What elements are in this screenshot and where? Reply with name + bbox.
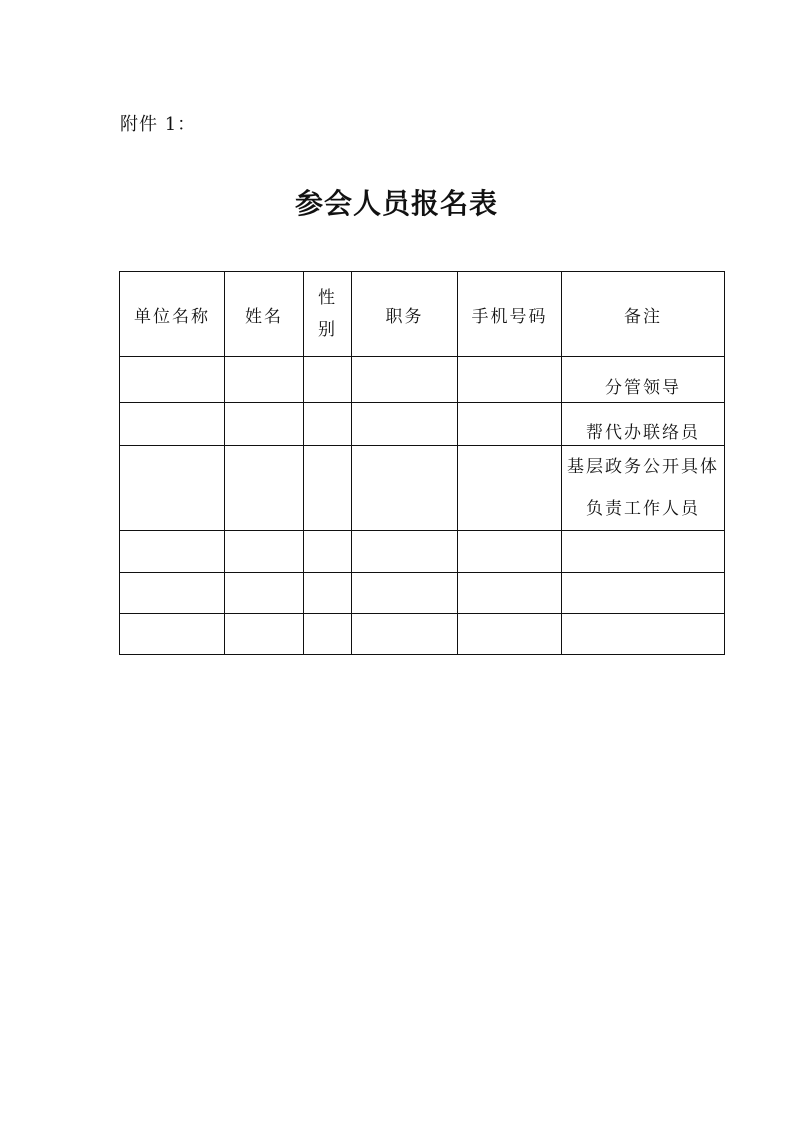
cell-position[interactable] [352, 531, 458, 573]
cell-unit-name[interactable] [120, 446, 225, 531]
cell-gender[interactable] [304, 446, 352, 531]
cell-name[interactable] [225, 446, 304, 531]
table-row [120, 614, 725, 655]
cell-gender[interactable] [304, 573, 352, 614]
table-row [120, 403, 725, 446]
cell-remark: 帮代办联络员 [562, 403, 725, 446]
cell-gender[interactable] [304, 357, 352, 403]
page-title: 参会人员报名表 [294, 187, 498, 220]
cell-phone[interactable] [458, 403, 562, 446]
cell-remark[interactable] [562, 531, 725, 573]
table-row [120, 573, 725, 614]
cell-name[interactable] [225, 573, 304, 614]
cell-gender[interactable] [304, 531, 352, 573]
header-unit-name: 单位名称 [120, 272, 225, 357]
header-position: 职务 [352, 272, 458, 357]
cell-gender[interactable] [304, 614, 352, 655]
cell-phone[interactable] [458, 531, 562, 573]
attachment-label: 附件 1： [120, 114, 197, 135]
cell-phone[interactable] [458, 446, 562, 531]
cell-name[interactable] [225, 614, 304, 655]
cell-phone[interactable] [458, 614, 562, 655]
cell-position[interactable] [352, 357, 458, 403]
cell-name[interactable] [225, 531, 304, 573]
table-row [120, 446, 725, 531]
cell-position[interactable] [352, 614, 458, 655]
cell-phone[interactable] [458, 357, 562, 403]
header-phone: 手机号码 [458, 272, 562, 357]
cell-remark: 分管领导 [562, 357, 725, 403]
cell-position[interactable] [352, 573, 458, 614]
cell-unit-name[interactable] [120, 531, 225, 573]
table-header-row [120, 272, 725, 357]
table-row [120, 357, 725, 403]
cell-unit-name[interactable] [120, 614, 225, 655]
header-gender-line2: 别 [318, 320, 337, 340]
cell-position[interactable] [352, 446, 458, 531]
cell-name[interactable] [225, 357, 304, 403]
registration-table [119, 271, 725, 655]
cell-unit-name[interactable] [120, 357, 225, 403]
header-gender [304, 272, 352, 357]
cell-remark[interactable] [562, 614, 725, 655]
header-name: 姓名 [225, 272, 304, 357]
cell-unit-name[interactable] [120, 403, 225, 446]
table-row [120, 531, 725, 573]
cell-remark [562, 446, 725, 531]
cell-name[interactable] [225, 403, 304, 446]
cell-unit-name[interactable] [120, 573, 225, 614]
cell-remark-line1: 基层政务公开具体 [567, 457, 719, 477]
header-remarks: 备注 [562, 272, 725, 357]
cell-phone[interactable] [458, 573, 562, 614]
cell-gender[interactable] [304, 403, 352, 446]
cell-position[interactable] [352, 403, 458, 446]
header-gender-line1: 性 [318, 288, 337, 308]
cell-remark-line2: 负责工作人员 [586, 499, 700, 519]
cell-remark[interactable] [562, 573, 725, 614]
